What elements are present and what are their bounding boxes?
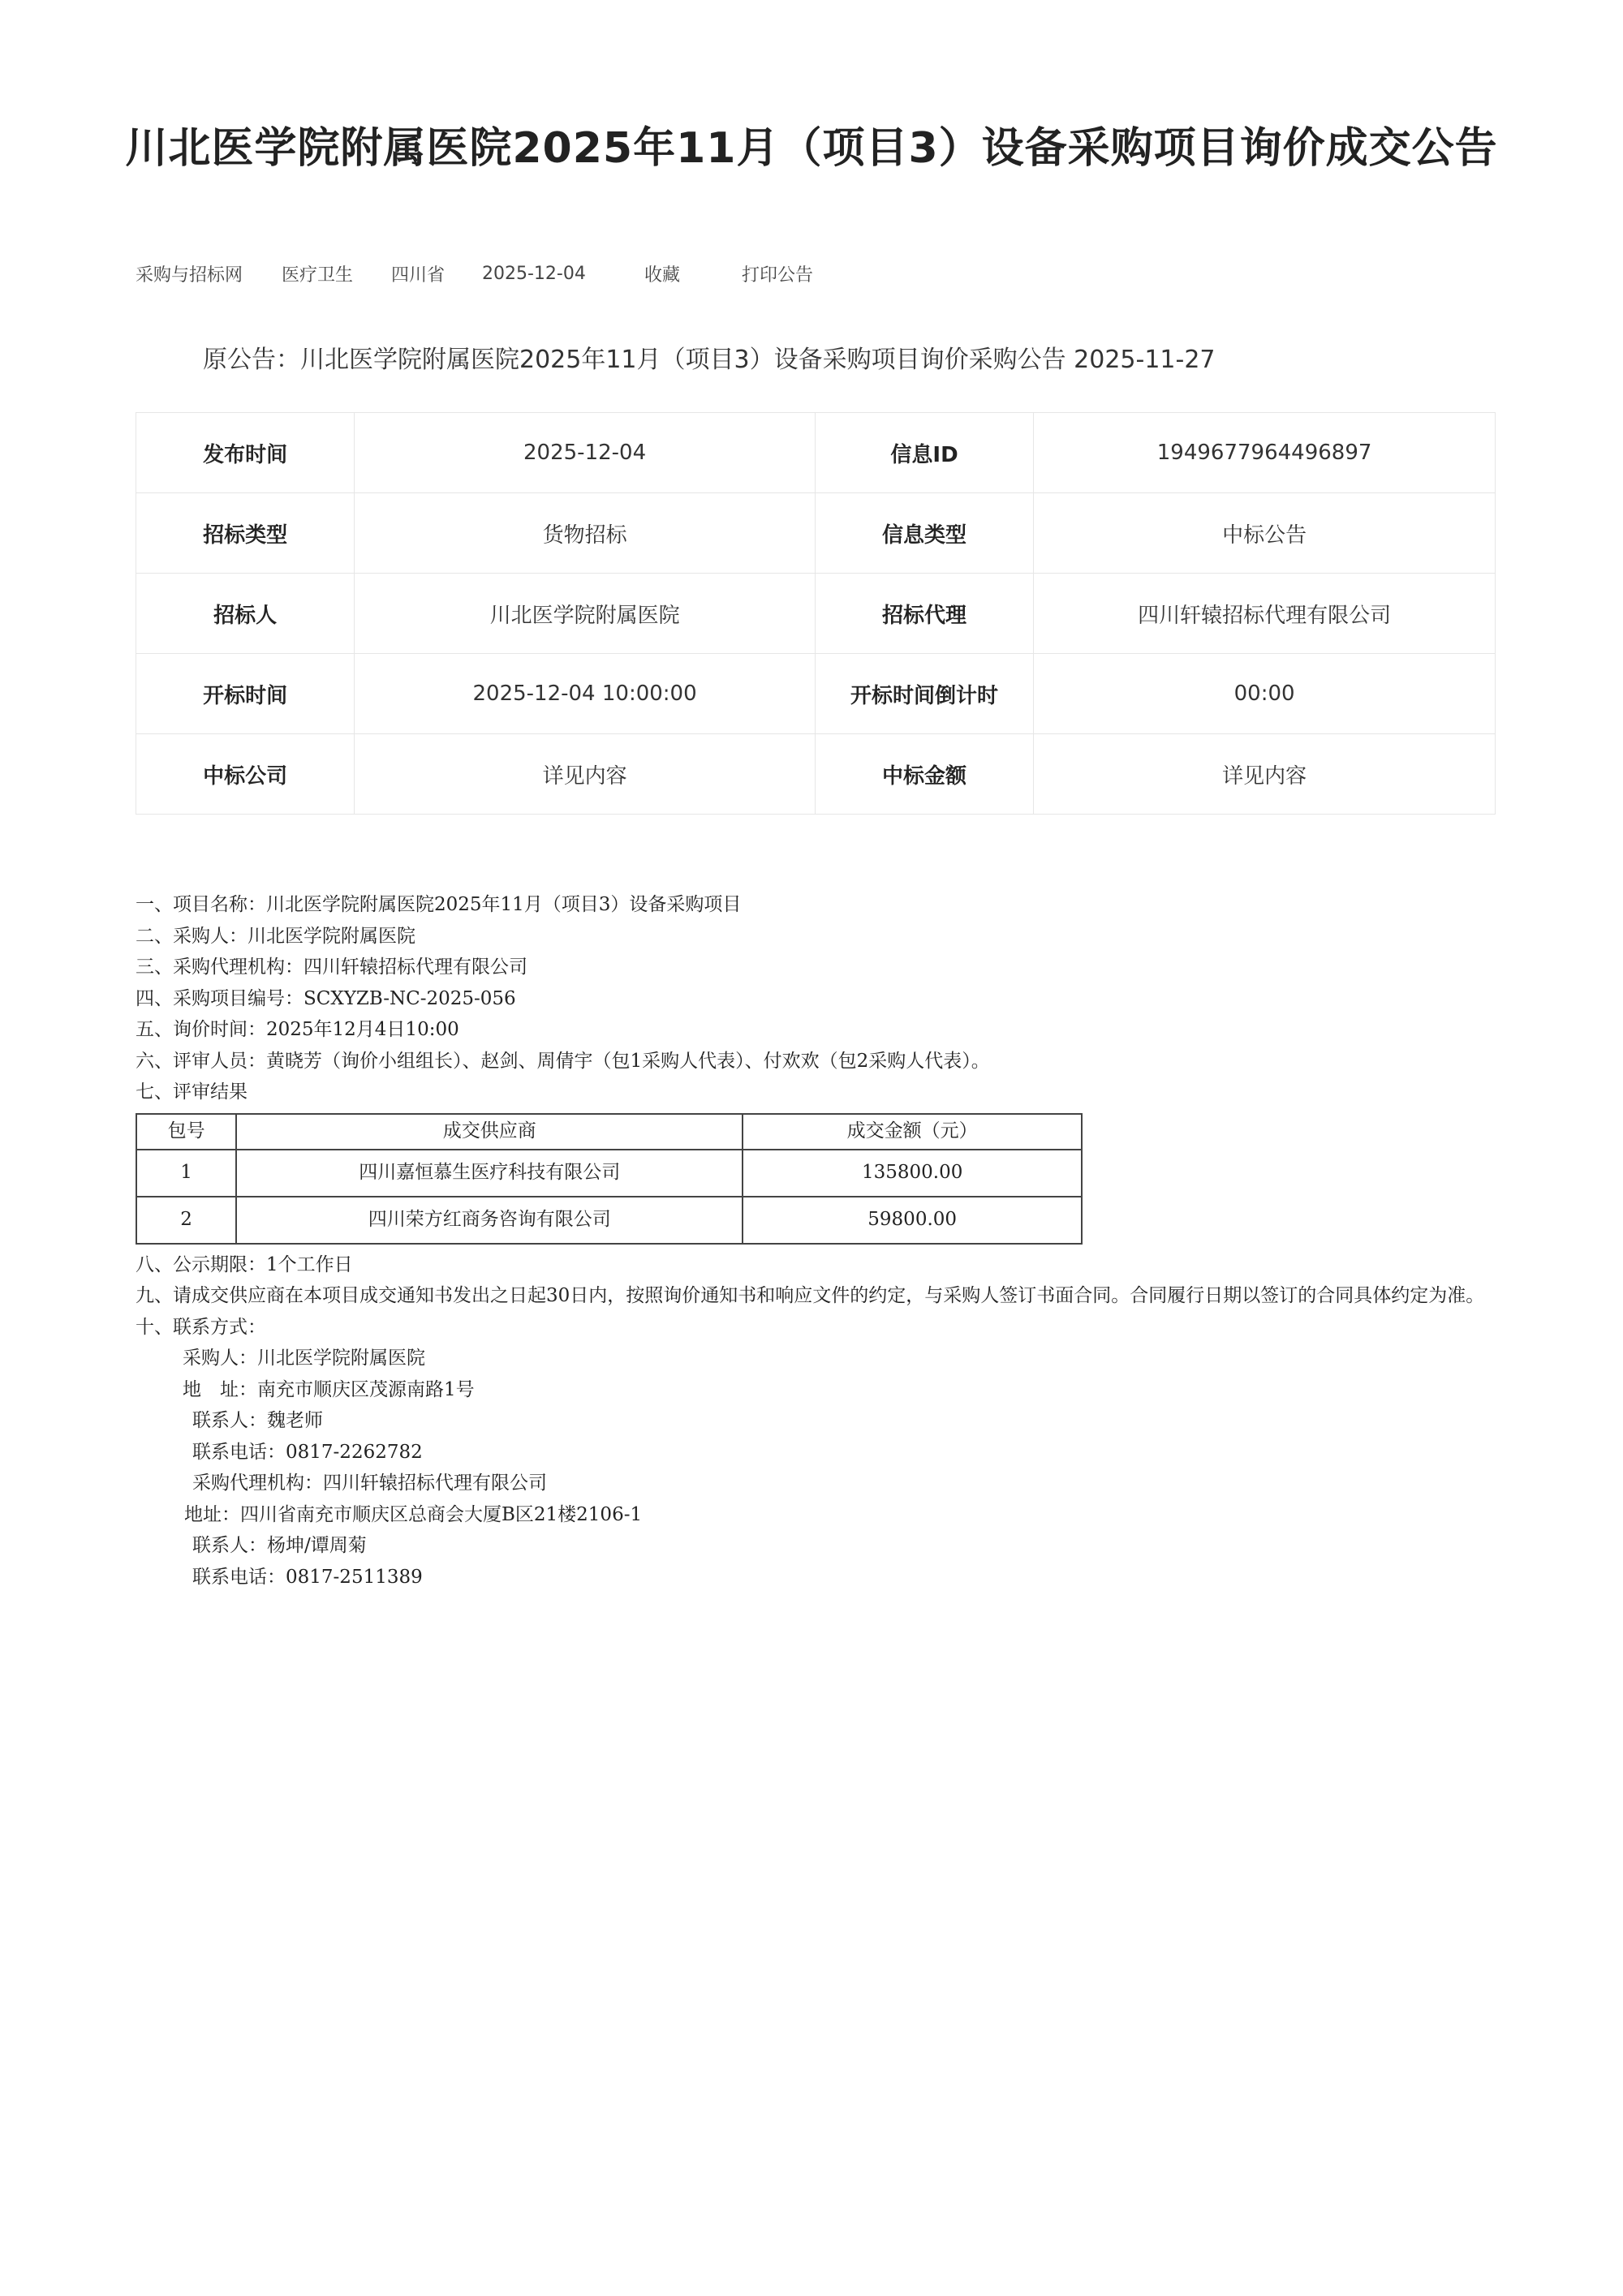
original-date: 2025-11-27 [1074, 346, 1216, 374]
info-label: 信息类型 [815, 493, 1033, 574]
info-label: 招标代理 [815, 574, 1033, 654]
info-value: 2025-12-04 [355, 413, 816, 493]
result-header: 包号 [136, 1114, 236, 1150]
info-label: 中标金额 [815, 734, 1033, 815]
info-value: 中标公告 [1034, 493, 1496, 574]
contact-person: 联系人：魏老师 [192, 1410, 323, 1431]
table-row [136, 654, 1496, 734]
notice-content [136, 889, 1499, 1593]
info-value: 货物招标 [355, 493, 816, 574]
contract-note: 九、请成交供应商在本项目成交通知书发出之日起30日内，按照询价通知书和响应文件的约定，与采购人签订书面合同。合同履行日期以签订的合同具体约定为准。 [136, 1285, 1485, 1306]
contact-agency: 采购代理机构：四川轩辕招标代理有限公司 [192, 1473, 547, 1494]
contact-heading: 十、联系方式： [136, 1316, 266, 1338]
info-label: 招标类型 [136, 493, 355, 574]
info-label: 发布时间 [136, 413, 355, 493]
table-header-row [136, 1114, 1082, 1150]
contact-address: 地 址：南充市顺庆区茂源南路1号 [183, 1378, 475, 1400]
meta-bar [136, 261, 813, 286]
purchaser: 二、采购人：川北医学院附属医院 [136, 925, 415, 947]
result-package: 2 [136, 1197, 236, 1244]
review-result-heading: 七、评审结果 [136, 1081, 248, 1103]
print-button[interactable]: 打印公告 [742, 265, 814, 286]
result-header: 成交金额（元） [743, 1114, 1082, 1150]
contact-purchaser: 采购人：川北医学院附属医院 [183, 1348, 425, 1369]
info-value: 四川轩辕招标代理有限公司 [1034, 574, 1496, 654]
info-value: 2025-12-04 10:00:00 [355, 654, 816, 734]
table-row [136, 1197, 1082, 1244]
info-label: 开标时间 [136, 654, 355, 734]
info-label: 信息ID [815, 413, 1033, 493]
publicity-period: 八、公示期限：1个工作日 [136, 1253, 353, 1275]
original-notice-link[interactable]: 川北医学院附属医院2025年11月（项目3）设备采购项目询价采购公告 [300, 346, 1066, 374]
contact-phone: 联系电话：0817-2511389 [192, 1566, 423, 1588]
original-notice [203, 339, 1216, 375]
project-name: 一、项目名称：川北医学院附属医院2025年11月（项目3）设备采购项目 [136, 894, 742, 915]
meta-category: 医疗卫生 [282, 265, 354, 286]
favorite-button[interactable]: 收藏 [644, 265, 681, 286]
agency: 三、采购代理机构：四川轩辕招标代理有限公司 [136, 957, 527, 978]
contact-address: 地址：四川省南充市顺庆区总商会大厦B区21楼2106-1 [184, 1503, 643, 1525]
table-row [136, 1150, 1082, 1197]
info-label: 中标公司 [136, 734, 355, 815]
contact-phone: 联系电话：0817-2262782 [192, 1441, 423, 1463]
page-title: 川北医学院附属医院2025年11月（项目3）设备采购项目询价成交公告 [125, 124, 1498, 173]
info-value: 详见内容 [355, 734, 816, 815]
info-value: 1949677964496897 [1034, 413, 1496, 493]
table-row [136, 734, 1496, 815]
info-value: 川北医学院附属医院 [355, 574, 816, 654]
table-row [136, 413, 1496, 493]
result-table [136, 1113, 1083, 1245]
contact-person: 联系人：杨坤/谭周菊 [192, 1535, 367, 1556]
result-amount: 59800.00 [743, 1197, 1082, 1244]
info-value: 详见内容 [1034, 734, 1496, 815]
info-label: 开标时间倒计时 [815, 654, 1033, 734]
result-supplier: 四川嘉恒慕生医疗科技有限公司 [236, 1150, 743, 1197]
info-table [136, 412, 1496, 815]
info-label: 招标人 [136, 574, 355, 654]
result-supplier: 四川荣方红商务咨询有限公司 [236, 1197, 743, 1244]
inquiry-time: 五、询价时间：2025年12月4日10:00 [136, 1019, 459, 1040]
meta-region: 四川省 [391, 265, 446, 286]
info-value: 00:00 [1034, 654, 1496, 734]
reviewers: 六、评审人员：黄晓芳（询价小组组长）、赵剑、周倩宇（包1采购人代表）、付欢欢（包2采购人代表）。 [136, 1050, 990, 1072]
original-prefix: 原公告： [203, 346, 300, 374]
project-number: 四、采购项目编号：SCXYZB-NC-2025-056 [136, 987, 516, 1009]
result-header: 成交供应商 [236, 1114, 743, 1150]
result-amount: 135800.00 [743, 1150, 1082, 1197]
table-row [136, 574, 1496, 654]
meta-date: 2025-12-04 [482, 264, 586, 284]
meta-site: 采购与招标网 [136, 265, 243, 286]
result-package: 1 [136, 1150, 236, 1197]
table-row [136, 493, 1496, 574]
